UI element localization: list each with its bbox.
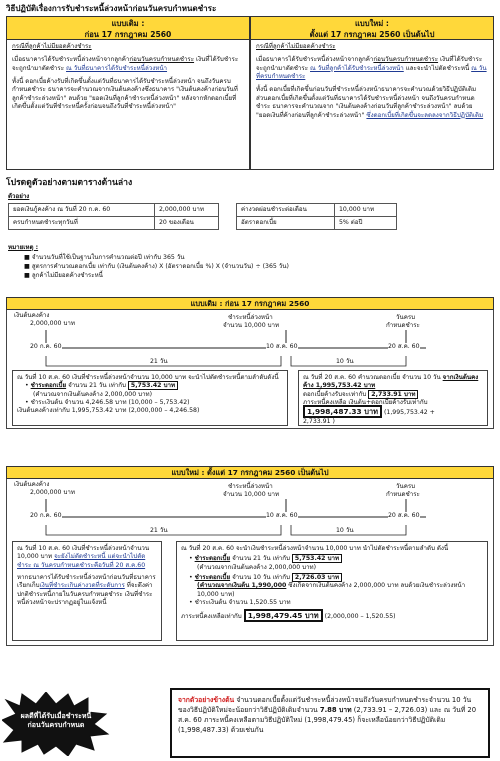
old-p1d: ณ วันที่ธนาคารได้รับชำระหนี้ล่วงหน้า: [66, 64, 168, 72]
old-right-l5: 2,733.91 ): [303, 417, 335, 425]
old-left-line1: ณ วันที่ 10 ส.ค. 60 เงินที่ชำระหนี้ล่วงหน้าจำนวน 10,000 บาท จะนำไปตัดชำระหนี้ตามลำดับดังนี้: [17, 374, 279, 381]
new-method-body: [250, 40, 494, 170]
new-days-1: 21 วัน: [150, 527, 168, 534]
old-right-line4: [303, 407, 483, 417]
new-right-b1c: 5,753.42 บาท: [292, 554, 342, 563]
new-p1a: เมื่อธนาคารได้รับชำระหนี้ล่วงหน้าจากลูกค้า: [256, 56, 374, 64]
old-left-b2: ชำระเงินต้น จำนวน 4,246.58 บาท (10,000 – 5,753.42): [30, 399, 190, 407]
new-right-b3: ชำระเงินต้น จำนวน 1,520.55 บาท: [194, 599, 291, 607]
old-due-label2: กำหนดชำระ: [386, 322, 420, 329]
old-left-line2: เงินต้นคงค้างเท่ากับ 1,995,753.42 บาท (2,000,000 – 4,246.58): [17, 407, 200, 415]
new-timeline: [6, 489, 494, 539]
table-row: [9, 217, 219, 230]
old-timeline: [6, 320, 494, 370]
new-left-l2b: เงินที่ชำระเกินค่างวดที่ระดับการ: [39, 582, 125, 590]
table-cell: อัตราดอกเบี้ย: [237, 217, 335, 230]
old-right-box: [298, 370, 488, 426]
old-date-3: 20 ส.ค. 60: [388, 343, 420, 350]
old-due-label: วันครบ: [396, 314, 416, 321]
page-title: วิธีปฏิบัติเรื่องการรับชำระหนี้ล่วงหน้าก่อนวันครบกำหนดชำระ: [6, 4, 217, 13]
new-date-3: 20 ส.ค. 60: [388, 512, 420, 519]
old-prepay-amount: จำนวน 10,000 บาท: [223, 322, 280, 329]
old-case-label: กรณีที่ลูกค้าไม่มียอดค้างชำระ: [12, 43, 92, 50]
summary-text2: (2,733.91 – 2,726.03) และ ณ วันที่ 20 ส.ค. 60 ภาระหนี้คงเหลือตามวิธีปฏิบัติใหม่ (1,998,479.45) ก็จะเหลือน้อยกว่าวิธีปฏิบัติเดิม (1,998,487.33) ด้วยเช่นกัน: [178, 705, 477, 734]
note-text: สูตรการคำนวณดอกเบี้ย เท่ากับ (เงินต้นคงค้าง) X (อัตราดอกเบี้ย %) X (จำนวนวัน) ÷ (365 วัน): [31, 263, 289, 270]
old-right-l4a: 1,998,487.33 บาท: [303, 405, 382, 418]
new-method-header-line1: แบบใหม่ :: [355, 19, 389, 28]
old-left-bullet2: • ชำระเงินต้น จำนวน 4,246.58 บาท (10,000 – 5,753.42): [25, 399, 190, 407]
old-left-box: [12, 370, 288, 426]
table-cell: 5% ต่อปี: [335, 217, 397, 230]
old-principal-amount: 2,000,000 บาท: [30, 320, 75, 327]
note-text: ลูกค้าไม่มียอดค้างชำระหนี้: [31, 272, 103, 279]
table-row: [9, 204, 219, 217]
note-text: จำนวนวันที่ใช้เป็นฐานในการคำนวณต่อปี เท่ากับ 365 วัน: [31, 254, 185, 261]
new-right-bullet2: • ชำระดอกเบี้ย จำนวน 10 วัน เท่ากับ 2,726.03 บาท: [181, 574, 483, 582]
old-date-1: 20 ก.ค. 60: [30, 343, 62, 350]
new-right-box: [176, 541, 488, 641]
table-cell: ค่างวดผ่อนชำระต่อเดือน: [237, 204, 335, 217]
old-prepay-label: ชำระหนี้ล่วงหน้า: [228, 314, 273, 321]
summary-box: [170, 688, 490, 758]
new-principal-label: เงินต้นคงค้าง: [14, 481, 50, 488]
new-prepay-amount: จำนวน 10,000 บาท: [223, 491, 280, 498]
new-due-label2: กำหนดชำระ: [386, 491, 420, 498]
old-left-bullet1: • ชำระดอกเบี้ย จำนวน 21 วัน เท่ากับ 5,753.42 บาท: [17, 382, 283, 390]
old-right-l3: ภาระหนี้คงเหลือ เงินต้น+ดอกเบี้ยค้างรับเท่ากับ: [303, 399, 428, 407]
example-table-right: [236, 203, 397, 230]
old-paragraph-1: [12, 56, 244, 73]
new-prepay-label: ชำระหนี้ล่วงหน้า: [228, 483, 273, 490]
new-right-l2c: (2,000,000 – 1,520.55): [324, 612, 396, 620]
new-p1b: ก่อนวันครบกำหนดชำระ: [373, 56, 439, 64]
summary-number: 7.88 บาท: [319, 705, 352, 714]
table-row: [237, 217, 397, 230]
new-right-b2e: ซึ่งเกิดจากเงินต้นคงค้าง 2,000,000 บาท ลบด้วยเงินชำระล่วงหน้า 10,000 บาท): [197, 582, 466, 598]
old-p1a: เมื่อธนาคารได้รับชำระหนี้ล่วงหน้าจากลูกค้า: [12, 56, 130, 64]
notes-label: หมายเหตุ :: [8, 244, 39, 251]
old-right-l2a: ดอกเบี้ยค้างรับจะเท่ากับ: [303, 390, 369, 398]
old-right-l4b: (1,995,753.42 +: [383, 409, 435, 417]
old-method-header-line1: แบบเดิม :: [111, 19, 145, 28]
new-right-b1d: (คำนวณจากเงินต้นคงค้าง 2,000,000 บาท): [197, 563, 317, 571]
old-right-line2: [303, 391, 483, 399]
old-days-1: 21 วัน: [150, 358, 168, 365]
new-left-l1a: ณ วันที่ 10 ส.ค. 60 เงินที่ชำระหนี้ล่วงหน้าจำนวน 10,000 บาท: [17, 545, 150, 561]
new-left-box: [12, 541, 162, 641]
example-table-left: [8, 203, 219, 230]
new-right-b2b: จำนวน 10 วัน เท่ากับ: [230, 574, 292, 582]
old-left-b1c: 5,753.42 บาท: [128, 381, 178, 390]
new-p2a: ทั้งนี้ ดอกเบี้ยที่เกิดขึ้นก่อนวันที่ชำระหนี้ล่วงหน้าธนาคารจะคำนวณด้วยวิธีปฏิบัติเดิม ส่วนดอกเบี้ยที่เกิดขึ้นตั้งแต่วันที่ธนาคารได้รับชำระหนี้ล่วงหน้า จนถึงวันครบกำหนดชำระ ธนาคารจะคำนวณจาก "เงินต้นคงค้างก่อนวันที่ลูกค้าชำระล่วงหน้า" ลบด้วย "ยอดเงินที่ค้างก่อนที่ลูกค้าชำระล่วงหน้า": [256, 86, 477, 119]
old-date-2: 10 ส.ค. 60: [266, 343, 298, 350]
old-right-l2b: 2,733.91 บาท: [368, 390, 418, 399]
new-right-l2a: ภาระหนี้คงเหลือเท่ากับ: [181, 612, 244, 620]
new-left-l1b: จะยังไม่ตัดชำระหนี้ แต่จะนำไปตัดชำระ ณ วันครบกำหนดชำระคือวันที่ 20 ส.ค.60: [17, 553, 146, 569]
new-date-1: 20 ก.ค. 60: [30, 512, 62, 519]
new-right-b2-note: [181, 582, 483, 599]
old-paragraph-2: ทั้งนี้ ดอกเบี้ยค้างรับที่เกิดขึ้นตั้งแต่วันที่ธนาคารได้รับชำระหนี้ล่วงหน้า จนถึงวันครบกำหนดชำระ ธนาคารจะคำนวณจากเงินต้นคงค้างซึ่งธนาคาร "เงินต้นคงค้างก่อนวันที่ลูกค้าชำระล่วงหน้า" ลบด้วย "ยอดเงินที่ลูกค้าชำระหนี้ล่วงหน้า" หลังจากหักดอกเบี้ยที่เกิดขึ้นตั้งแต่วันที่ชำระหนี้ครั้งก่อนจนถึงวันที่ชำระหนี้ล่วงหน้า": [12, 78, 238, 111]
new-right-b1b: จำนวน 21 วัน เท่ากับ: [230, 555, 292, 563]
new-left-para2: [17, 574, 157, 607]
new-method-header: [250, 16, 494, 40]
note-item: ■ สูตรการคำนวณดอกเบี้ย เท่ากับ (เงินต้นคงค้าง) X (อัตราดอกเบี้ย %) X (จำนวนวัน) ÷ (365 วัน): [24, 263, 289, 270]
old-right-l1a: ณ วันที่ 20 ส.ค. 60 คำนวณดอกเบี้ย จำนวน 10 วัน: [303, 374, 443, 381]
new-date-2: 10 ส.ค. 60: [266, 512, 298, 519]
new-principal-amount: 2,000,000 บาท: [30, 489, 75, 496]
old-left-b1b: จำนวน 21 วัน เท่ากับ: [66, 382, 128, 390]
new-due-label: วันครบ: [396, 483, 416, 490]
new-scenario-band: แบบใหม่ : ตั้งแต่ 17 กรกฎาคม 2560 เป็นต้นไป: [6, 466, 494, 479]
table-row: [237, 204, 397, 217]
old-p1c: เงินที่ได้รับชำระจะถูกนำมาตัดชำระ: [12, 56, 239, 72]
old-method-header: [6, 16, 250, 40]
table-cell: ยอดเงินกู้คงค้าง ณ วันที่ 20 ก.ค. 60: [9, 204, 155, 217]
banner-text: ผลดีที่ได้รับเมื่อชำระหนี้ก่อนวันครบกำหนด: [20, 712, 92, 730]
table-cell: 20 ของเดือน: [155, 217, 219, 230]
note-item: ■ ลูกค้าไม่มียอดค้างชำระหนี้: [24, 272, 103, 279]
new-paragraph-2: [256, 86, 488, 119]
old-right-l1b: จากเงินต้นคงค้าง 1,995,753.42 บาท: [303, 374, 479, 390]
new-method-header-line2: ตั้งแต่ 17 กรกฎาคม 2560 เป็นต้นไป: [309, 30, 435, 39]
old-left-b1a: ชำระดอกเบี้ย: [30, 382, 67, 390]
new-right-b2a: ชำระดอกเบี้ย: [194, 574, 231, 582]
section-title: โปรดดูตัวอย่างตามตารางด้านล่าง: [6, 178, 133, 188]
new-p1d: ณ วันที่ลูกค้าได้รับชำระหนี้ล่วงหน้า: [310, 64, 404, 72]
note-item: ■ จำนวนวันที่ใช้เป็นฐานในการคำนวณต่อปี เท่ากับ 365 วัน: [24, 254, 185, 261]
table-cell: 10,000 บาท: [335, 204, 397, 217]
old-scenario-band: แบบเดิม : ก่อน 17 กรกฎาคม 2560: [6, 297, 494, 310]
new-case-label: กรณีที่ลูกค้าไม่มียอดค้างชำระ: [256, 43, 336, 50]
new-right-l1: ณ วันที่ 20 ส.ค. 60 จะนำเงินชำระหนี้ล่วงหน้าจำนวน 10,000 บาท นำไปตัดชำระหนี้ตามลำดับ ดังนี้: [181, 545, 449, 552]
summary-lead: จากตัวอย่างข้างต้น: [178, 696, 235, 704]
new-right-bullet3: • ชำระเงินต้น จำนวน 1,520.55 บาท: [189, 599, 291, 607]
old-left-b1d: (คำนวณจากเงินต้นคงค้าง 2,000,000 บาท): [33, 390, 153, 398]
old-principal-label: เงินต้นคงค้าง: [14, 312, 50, 319]
new-p2b: ซึ่งดอกเบี้ยที่เกิดขึ้นจะลดลงจากวิธีปฏิบัติเดิม: [366, 111, 484, 119]
new-left-para1: [17, 545, 157, 570]
new-days-2: 10 วัน: [336, 527, 354, 534]
example-label: ตัวอย่าง: [8, 193, 30, 200]
new-paragraph-1: [256, 56, 488, 81]
old-method-header-line2: ก่อน 17 กรกฎาคม 2560: [84, 30, 172, 39]
table-cell: 2,000,000 บาท: [155, 204, 219, 217]
new-left-l2c: ที่จะดึงค่าปกติชำระหนี้ภายในวันครบกำหนดชำระ เงินที่ชำระหนี้ล่วงหน้าจะปรากฏอยู่ในแจ้งหนี้: [17, 582, 153, 607]
table-cell: ครบกำหนดชำระทุกวันที่: [9, 217, 155, 230]
benefit-banner: [2, 692, 110, 756]
new-right-total: [181, 611, 483, 621]
old-right-line1: [303, 374, 483, 391]
old-days-2: 10 วัน: [336, 358, 354, 365]
new-right-b2c: 2,726.03 บาท: [292, 573, 342, 582]
new-right-b1a: ชำระดอกเบี้ย: [194, 555, 231, 563]
old-p1b: ก่อนวันครบกำหนดชำระ: [129, 56, 195, 64]
old-method-body: [6, 40, 250, 170]
new-right-bullet1: • ชำระดอกเบี้ย จำนวน 21 วัน เท่ากับ 5,753.42 บาท: [181, 555, 483, 563]
new-right-b2d: (คำนวณจากเงินต้น 1,990,000: [197, 582, 287, 590]
new-p1e: และจะนำไปตัดชำระหนี้: [403, 64, 472, 72]
summary-text: จำนวนดอกเบี้ยตั้งแต่วันชำระหนี้ล่วงหน้าจนถึงวันครบกำหนดชำระจำนวน 10 วัน ของวิธีปฏิบัติใหม่จะน้อยกว่าวิธีปฏิบัติเดิมจำนวน: [178, 696, 472, 714]
new-p1f: ณ วันที่ครบกำหนดชำระ: [256, 64, 487, 81]
new-left-l2a: หากธนาคารได้รับชำระหนี้ล่วงหน้าก่อนวันที่ธนาคารเรียกเก็บ: [17, 574, 156, 590]
new-right-l2b: 1,998,479.45 บาท: [244, 609, 323, 622]
new-p1c: เงินที่ได้รับชำระจะถูกนำมาตัดชำระ: [256, 56, 483, 72]
